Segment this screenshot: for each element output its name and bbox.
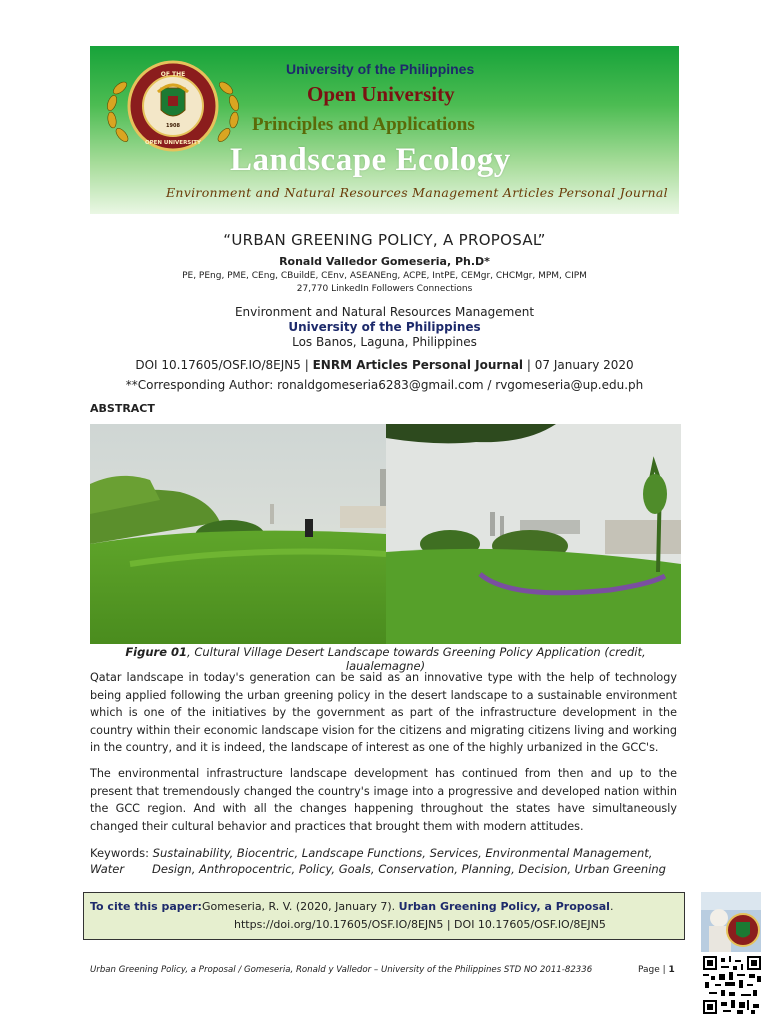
cite-ref-end: .: [609, 900, 614, 913]
seal-year: 1908: [166, 123, 180, 129]
seal-text-top: OF THE: [160, 71, 186, 78]
author-name: Ronald Valledor Gomeseria, Ph.D*: [279, 255, 490, 268]
department: Environment and Natural Resources Management: [234, 305, 535, 319]
page-footer: Urban Greening Policy, a Proposal / Gomeseria, Ronald y Valledor – University of the Philippines STD NO 2011-82336: [90, 965, 593, 975]
publication-date: | 07 January 2020: [526, 358, 634, 372]
body-paragraph-1: Qatar landscape in today's generation can be said as an innovative type with the help of technology being applied following the urban greening policy in the desert landscape to a sustainable environment which is one of the initiatives by the government as part of the infrastructure development in the country within their economic landscape vision for the citizens and migrating citizens living and working in the country, and it is indeed, the landscape of interest as one of the highly urbanized in the GCC's.: [90, 671, 677, 754]
location: Los Banos, Laguna, Philippines: [292, 335, 477, 349]
page-number: [638, 965, 675, 975]
banner-principles: Principles and Applications: [252, 114, 475, 135]
university: University of the Philippines: [288, 320, 481, 334]
banner-open-university: Open University: [307, 82, 455, 106]
author-credentials: PE, PEng, PME, CEng, CBuildE, CEnv, ASEANEng, ACPE, IntPE, CEMgr, CHCMgr, MPM, CIPM: [182, 271, 587, 281]
banner-journal-subtitle: Environment and Natural Resources Management Articles Personal Journal: [166, 185, 668, 200]
qr-code-icon[interactable]: [703, 956, 761, 1014]
figure-label: Figure 01: [125, 645, 188, 659]
cite-reference: [202, 900, 613, 913]
abstract-heading: ABSTRACT: [90, 402, 155, 415]
author-followers: 27,770 LinkedIn Followers Connections: [296, 284, 473, 294]
body-paragraph-2: The environmental infrastructure landscape development has continued from then and up to the present that tremendously changed the country's image into a progressive and developed nation within the GCC region. And with all the changes happening throughout the states have simultaneously changed their cultural behavior and practices that brought them with modern attitudes.: [90, 767, 677, 833]
banner-landscape-ecology: Landscape Ecology: [230, 142, 511, 178]
cite-label: To cite this paper:: [90, 900, 202, 913]
corresponding-author[interactable]: **Corresponding Author: ronaldgomeseria6283@gmail.com / rvgomeseria@up.edu.ph: [125, 378, 644, 392]
cite-ref: Gomeseria, R. V. (2020, January 7).: [202, 900, 399, 913]
figure-photo: [90, 424, 681, 644]
journal-name: ENRM Articles Personal Journal: [312, 358, 524, 372]
doi[interactable]: DOI 10.17605/OSF.IO/8EJN5 |: [135, 358, 309, 372]
figure-caption-text: , Cultural Village Desert Landscape towards Greening Policy Application (credit, laualemagne): [187, 645, 646, 673]
keywords-label: Keywords:: [90, 846, 153, 860]
keywords-list-2: Design, Anthropocentric, Policy, Goals, Conservation, Planning, Decision, Urban Greening: [152, 862, 666, 876]
page-label: Page |: [638, 965, 669, 975]
page-number-value: 1: [668, 965, 675, 975]
cite-url[interactable]: https://doi.org/10.17605/OSF.IO/8EJN5 | DOI 10.17605/OSF.IO/8EJN5: [234, 918, 606, 931]
university-seal-icon: [98, 58, 248, 158]
doi-line: [90, 358, 679, 372]
seal-text-bottom: OPEN UNIVERSITY: [144, 140, 202, 146]
keywords-list-1: Sustainability, Biocentric, Landscape Functions, Services, Environmental Management, Water: [90, 846, 653, 876]
paper-title: “URBAN GREENING POLICY, A PROPOSAL”: [223, 231, 546, 249]
cite-title: Urban Greening Policy, a Proposal: [398, 900, 610, 913]
author-photo-thumbnail: [701, 892, 761, 952]
banner-university: University of the Philippines: [286, 61, 475, 77]
